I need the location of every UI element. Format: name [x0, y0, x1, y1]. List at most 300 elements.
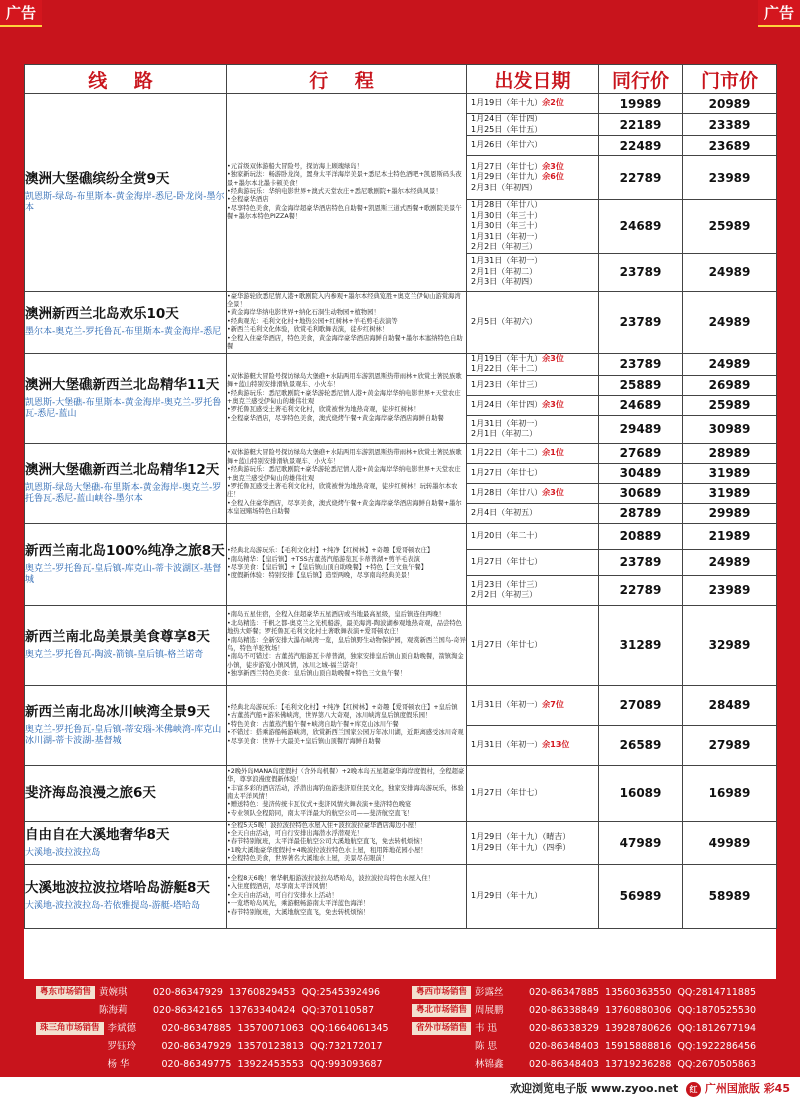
retail-price: 23989: [683, 156, 777, 200]
departure-cell: [467, 375, 599, 395]
date-text: 1月24日（年廿四）: [471, 399, 543, 409]
page-number: 彩45: [763, 1082, 790, 1095]
contact-name: 陈海莉: [99, 1005, 128, 1016]
departure-date[interactable]: [467, 277, 598, 288]
itinerary-line: •经典观光：毛利文化村+地热公园+红树林+羊毛剪毛表演等: [227, 317, 398, 325]
date-text: 2月3日（年初四）: [471, 277, 538, 287]
retail-price: 21989: [683, 523, 777, 549]
route-name[interactable]: 大溪地波拉波拉塔哈岛游艇8天: [25, 880, 210, 897]
tour-row: [25, 605, 777, 685]
date-text: 1月26日（年廿六）: [471, 140, 543, 150]
peer-price: 31289: [599, 605, 683, 685]
tour-row: [25, 291, 777, 353]
retail-price: 24989: [683, 353, 777, 375]
header-route: 线 路: [25, 65, 227, 94]
itinerary-cell: [227, 353, 467, 443]
itinerary-line: •专业领队全程陪同，南太平洋最大的航空公司——斐济航空直飞！: [227, 809, 414, 817]
contact-mobile[interactable]: 13560363550: [604, 987, 672, 998]
contact-row: [412, 1056, 762, 1073]
date-text: 1月19日（年十九）: [471, 353, 543, 363]
peer-price: 22189: [599, 114, 683, 136]
departure-cell: [467, 200, 599, 254]
departure-date[interactable]: [467, 531, 598, 542]
route-path: 凯恩斯-绿岛-布里斯本-黄金海岸-悉尼-卧龙岗-墨尔本: [25, 191, 225, 213]
date-text: 1月19日（年十九）: [471, 98, 543, 108]
seats-left-badge: 余3位: [542, 161, 564, 171]
date-text: 1月22日（年十二）: [471, 447, 543, 457]
date-text: 1月22日（年十二）: [471, 364, 543, 373]
contact-name: 黄婉琪: [99, 987, 128, 998]
contact-tel[interactable]: 020-86347885: [161, 1023, 232, 1034]
departure-date[interactable]: [467, 419, 598, 430]
contact-tel[interactable]: 020-86338329: [529, 1023, 599, 1034]
date-text: 1月23日（年廿三）: [471, 379, 543, 389]
itinerary-line: •经典游玩乐：悉尼歌剧院+豪华游轮悉尼情人港+黄金海岸华纳电影世界+天堂农庄+奥克兰感受伊甸山的雄伟壮观: [227, 389, 461, 405]
retail-price: 28989: [683, 443, 777, 463]
tour-table: [24, 64, 777, 929]
date-text: 1月31日（年初一）: [471, 231, 543, 241]
retail-price: 25989: [683, 395, 777, 415]
contact-qq[interactable]: QQ:1812677194: [677, 1023, 757, 1034]
peer-price: 19989: [599, 94, 683, 114]
tour-row: [25, 765, 777, 821]
table-header-row: [25, 65, 777, 94]
tour-row: [25, 523, 777, 549]
contact-row: [412, 984, 762, 1001]
contact-row: [412, 1038, 762, 1055]
date-text: 1月29日（年十九）（晴吉）: [471, 832, 571, 842]
route-cell: [25, 821, 227, 864]
date-text: 2月2日（年初三）: [471, 242, 538, 251]
contact-tel[interactable]: 020-86348403: [529, 1041, 599, 1052]
contact-mobile[interactable]: 13760829453: [228, 987, 296, 998]
seats-left-badge: 余2位: [542, 98, 564, 108]
contact-tel[interactable]: 020-86342165: [153, 1005, 223, 1016]
departure-date[interactable]: [467, 162, 598, 173]
itinerary-cell: [227, 291, 467, 353]
departure-date[interactable]: [467, 700, 598, 711]
market-badge: 粤北市场销售: [412, 1004, 471, 1017]
itinerary-line: •春节特别航班，大溪地航空直飞，免去转机烦恼！: [227, 908, 370, 916]
itinerary-line: •1晚大溪地豪华度假村+4晚波拉波拉特色水上屋，租用阵地花园小屋！: [227, 846, 427, 854]
itinerary-line: •全天自由活动，可自行安排水上活动！: [227, 891, 338, 899]
date-text: 1月29日（年廿九）: [471, 172, 543, 182]
itinerary-line: •古董蒸汽船+游米佛峡湾，世界第八大奇观，冰川峡湾皇后镇度假乐园！: [227, 712, 432, 720]
date-text: 1月25日（年廿五）: [471, 124, 543, 134]
retail-price: 24989: [683, 549, 777, 575]
date-text: 1月20日（年二十）: [471, 530, 543, 540]
contact-qq[interactable]: QQ:370110587: [301, 1005, 374, 1016]
retail-price: 23389: [683, 114, 777, 136]
date-text: 2月2日（年初三）: [471, 590, 538, 599]
contact-name: 李斌德: [107, 1023, 137, 1034]
route-cell: [25, 605, 227, 685]
itinerary-line: •北岛精选：千帆之都-奥克兰之光机船游，最美海湾-陶波湖参观地热奇观，品尝特色地热大虾餐；罗托鲁瓦毛利文化村土著歌舞表演+爱哥顿农庄！: [227, 619, 462, 636]
departure-cell: [467, 725, 599, 765]
departure-date[interactable]: [467, 557, 598, 568]
date-text: 1月30日（年三十）: [471, 210, 543, 220]
brand-name: 广州国旅版: [704, 1082, 760, 1095]
header-peer-price: 同行价: [599, 65, 683, 94]
date-text: 1月31日（年初一）: [471, 739, 543, 749]
departure-date[interactable]: [467, 380, 598, 391]
tour-row: [25, 94, 777, 114]
date-text: 1月31日（年初一）: [471, 699, 543, 709]
departure-cell: [467, 503, 599, 523]
site-url[interactable]: www.zyoo.net: [590, 1082, 679, 1095]
contact-name: 陈 思: [475, 1041, 498, 1052]
tour-table-body: [25, 94, 777, 929]
itinerary-line: •全程豪华酒店，尽享特色美食，澳式烧烤午餐+黄金海岸豪华酒店海鲜自助餐: [227, 414, 444, 422]
contact-name: 周展鹏: [475, 1005, 504, 1016]
route-cell: [25, 523, 227, 605]
departure-cell: [467, 821, 599, 864]
retail-price: 31989: [683, 483, 777, 503]
departure-date[interactable]: [467, 590, 598, 601]
itinerary-cell: [227, 821, 467, 864]
peer-price: 24689: [599, 200, 683, 254]
date-text: 1月27日（年廿七）: [471, 787, 543, 797]
contact-tel[interactable]: 020-86349775: [161, 1059, 232, 1070]
contact-name: 杨 华: [107, 1059, 130, 1070]
itinerary-line: •罗托鲁瓦感受土著毛利文化村，欣赏被誉为地热奇观，徒步红树林！玩转墨尔本农庄！: [227, 483, 458, 499]
itinerary-line: •南岛不可错过：古董蒸汽船游瓦卡蒂普湖，独家安排皇后镇山顶自助晚餐，箭镇淘金小镇，徒步游览小镇风情，冰川之城-福兰诺奇！: [227, 653, 464, 669]
departure-date[interactable]: [467, 200, 598, 211]
contact-row: [412, 1020, 762, 1037]
route-path: 大溪地-波拉波拉岛-若依雅提岛-游艇-塔哈岛: [25, 901, 200, 912]
departure-cell: [467, 291, 599, 353]
date-text: 1月27日（年廿七）: [471, 639, 543, 649]
itinerary-line: •双体游艇大冒险号探访绿岛大堡礁+水陆两用车游凯恩斯热带雨林+欣赏土著民族歌舞+蓝山特别安排滑轨景观车、小火车！: [227, 372, 462, 389]
contact-row: [36, 1020, 395, 1037]
seats-left-badge: 余3位: [542, 487, 564, 497]
retail-price: 28489: [683, 685, 777, 725]
departure-date[interactable]: [467, 448, 598, 459]
date-text: 1月31日（年初一）: [471, 418, 543, 428]
itinerary-line: •全程豪华酒店: [227, 196, 269, 204]
departure-date[interactable]: [467, 354, 598, 365]
departure-date[interactable]: [467, 740, 598, 751]
retail-price: 29989: [683, 503, 777, 523]
peer-price: 27089: [599, 685, 683, 725]
departure-cell: [467, 575, 599, 605]
seats-left-badge: 余6位: [542, 172, 564, 182]
contact-qq[interactable]: QQ:1870525530: [677, 1005, 757, 1016]
retail-price: 24989: [683, 291, 777, 353]
itinerary-line: •南岛五星住宿，全程入住超豪华五星酒店或当地最高星级，皇后镇连住两晚！: [227, 611, 445, 619]
peer-price: 20889: [599, 523, 683, 549]
ad-label-left: 广告: [0, 0, 42, 27]
departure-date[interactable]: [467, 211, 598, 222]
contact-qq[interactable]: QQ:2814711885: [677, 987, 757, 998]
departure-date[interactable]: [467, 468, 598, 479]
departure-cell: [467, 136, 599, 156]
peer-price: 23789: [599, 549, 683, 575]
itinerary-line: •入住度假酒店，尽享南太平洋风情！: [227, 883, 332, 891]
itinerary-cell: [227, 94, 467, 292]
contact-mobile[interactable]: 13760880306: [604, 1005, 672, 1016]
contact-tel[interactable]: 020-86347929: [153, 987, 223, 998]
contact-mobile[interactable]: 13922453553: [237, 1059, 304, 1070]
itinerary-line: •全程8天6晚！奢华帆船游波拉波拉岛塔哈岛，波拉波拉岛特色水屋入住！: [227, 875, 434, 883]
itinerary-line: •豪华游轮欣悉尼情人港+歌剧院入内参观+墨尔本经典览胜+奥克兰伊甸山游赏海湾全景！: [227, 292, 461, 308]
browse-text: 欢迎浏览电子版: [510, 1082, 588, 1095]
contact-row: [36, 1056, 389, 1073]
market-badge: 粤西市场销售: [412, 986, 471, 999]
tour-row: [25, 864, 777, 928]
departure-cell: [467, 415, 599, 443]
departure-cell: [467, 156, 599, 200]
route-path: 墨尔本-奥克兰-罗托鲁瓦-布里斯本-黄金海岸-悉尼: [25, 327, 222, 337]
itinerary-line: •赠送特色：斐济传统卡瓦仪式+斐济风情火舞表演+斐济特色晚宴: [227, 801, 412, 809]
itinerary-line: •南岛精华：【皇后镇】+TSS古董蒸汽船游览瓦卡蒂普湖+剪羊毛表演: [227, 555, 420, 563]
departure-date[interactable]: [467, 183, 598, 194]
departure-cell: [467, 523, 599, 549]
departure-date[interactable]: [467, 221, 598, 232]
contact-mobile[interactable]: 13570071063: [237, 1023, 304, 1034]
departure-date[interactable]: [467, 125, 598, 136]
contact-tel[interactable]: 020-86338849: [529, 1005, 599, 1016]
contact-tel[interactable]: 020-86347885: [529, 987, 599, 998]
tour-row: [25, 821, 777, 864]
date-text: 2月1日（年初二）: [471, 266, 538, 276]
peer-price: 23789: [599, 253, 683, 291]
departure-cell: [467, 395, 599, 415]
date-text: 1月29日（年十九）: [471, 890, 543, 900]
tour-row: [25, 685, 777, 725]
seats-left-badge: 余7位: [542, 699, 564, 709]
date-text: 2月1日（年初二）: [471, 429, 538, 438]
tour-price-panel: [24, 64, 776, 979]
contact-qq[interactable]: QQ:1664061345: [309, 1023, 389, 1034]
tour-row: [25, 353, 777, 375]
departure-cell: [467, 114, 599, 136]
itinerary-line: •全程入住豪华酒店，尽享美食，澳式烧烤午餐+黄金海岸豪华酒店海鲜自助餐+墨尔本皇冠赌场特色自助餐: [227, 499, 462, 516]
contact-mobile[interactable]: 13719236288: [604, 1059, 672, 1070]
seats-left-badge: 余3位: [542, 399, 564, 409]
contact-qq[interactable]: QQ:2670505863: [677, 1059, 757, 1070]
contact-row: [36, 1002, 380, 1019]
departure-date[interactable]: [467, 788, 598, 799]
departure-date[interactable]: [467, 232, 598, 243]
peer-price: 27689: [599, 443, 683, 463]
departure-date[interactable]: [467, 508, 598, 519]
itinerary-line: •春节特别航班，太平洋最佳航空公司大溪地航空直飞，免去转机烦恼！: [227, 838, 426, 846]
departure-cell: [467, 443, 599, 463]
date-text: 1月28日（年廿八）: [471, 200, 543, 209]
retail-price: 49989: [683, 821, 777, 864]
departure-cell: [467, 94, 599, 114]
peer-price: 30689: [599, 483, 683, 503]
contact-mobile[interactable]: 13763340424: [228, 1005, 296, 1016]
market-badge: 粤东市场销售: [36, 986, 95, 999]
departure-date[interactable]: [467, 256, 598, 267]
departure-date[interactable]: [467, 429, 598, 440]
retail-price: 24989: [683, 253, 777, 291]
route-path: 奥克兰-罗托鲁瓦-陶波-箭镇-皇后镇-格兰诺奇: [25, 650, 204, 660]
contact-name: 彭露丝: [475, 987, 504, 998]
departure-date[interactable]: [467, 317, 598, 328]
itinerary-line: •全程入住豪华酒店，特色美食，黄金海岸豪华酒店海鲜自助餐+墨尔本塞纳特色自助餐: [227, 334, 463, 351]
contact-qq[interactable]: QQ:993093687: [309, 1059, 383, 1070]
departure-date[interactable]: [467, 140, 598, 151]
route-path: 奥克兰-罗托鲁瓦-皇后镇-库克山-蒂卡波湖区-基督城: [25, 563, 222, 585]
itinerary-line: •双体游艇大冒险号探访绿岛大堡礁+水陆两用车游凯恩斯热带雨林+欣赏土著民族歌舞+蓝山特别安排滑轨景观车、小火车！: [227, 449, 462, 465]
contact-row: [412, 1002, 762, 1019]
departure-cell: [467, 353, 599, 375]
itinerary-line: •丰富多彩的酒店活动，浮潜出海钓鱼游斐济原住民文化，独家安排海岛游玩乐，体验南太平洋风情！: [227, 784, 464, 800]
contact-mobile[interactable]: 13570123813: [237, 1041, 304, 1052]
itinerary-line: •全天自由活动，可自行安排出海潜水浮潜观光！: [227, 829, 363, 837]
route-name[interactable]: 新西兰南北岛冰川峡湾全景9天: [25, 703, 210, 720]
retail-price: 27989: [683, 725, 777, 765]
retail-price: 23689: [683, 136, 777, 156]
peer-price: 16089: [599, 765, 683, 821]
date-text: 1月29日（年十九）（四季）: [471, 842, 571, 852]
route-name[interactable]: 新西兰南北岛100%纯净之旅8天: [25, 542, 225, 559]
route-cell: [25, 685, 227, 765]
contact-tel[interactable]: 020-86348403: [529, 1059, 599, 1070]
departure-date[interactable]: [467, 891, 598, 902]
date-text: 1月27日（年廿七）: [471, 556, 543, 566]
date-text: 1月30日（年三十）: [471, 221, 543, 230]
date-text: 2月4日（年初五）: [471, 507, 538, 517]
retail-price: 30989: [683, 415, 777, 443]
date-text: 1月27日（年廿七）: [471, 161, 543, 171]
departure-date[interactable]: [467, 242, 598, 253]
seats-left-badge: 余3位: [542, 353, 564, 363]
itinerary-cell: [227, 523, 467, 605]
market-badge: 珠三角市场销售: [36, 1022, 104, 1035]
bottom-strip-text: [510, 1080, 790, 1097]
departure-cell: [467, 253, 599, 291]
route-name[interactable]: 斐济海岛浪漫之旅6天: [25, 784, 156, 801]
contact-name: 韦 迅: [475, 1023, 498, 1034]
retail-price: 58989: [683, 864, 777, 928]
retail-price: 25989: [683, 200, 777, 254]
retail-price: 31989: [683, 463, 777, 483]
itinerary-line: •2晚外岛MANA岛度假村（含外岛机餐）+2晚本岛五星超豪华海岸度假村，全程超豪华，尊享浪漫度假新体验！: [227, 767, 465, 784]
itinerary-line: •不错过：搭乘游船畅游峡湾，欣赏新西兰国家公园万年冰川湖，近距离感受冰川奇观: [227, 729, 464, 737]
peer-price: 25889: [599, 375, 683, 395]
departure-date[interactable]: [467, 98, 598, 109]
departure-cell: [467, 765, 599, 821]
itinerary-line: •罗托鲁瓦感受土著毛利文化村，欣赏被誉为地热奇观，徒步红树林！: [227, 406, 420, 414]
contact-qq[interactable]: QQ:1922286456: [677, 1041, 757, 1052]
route-name[interactable]: 新西兰南北岛美景美食尊享8天: [25, 629, 210, 645]
itinerary-line: •尽享美食：世界十大最美+皇后镇山顶餐厅海鲜自助餐: [227, 737, 381, 745]
itinerary-line: •经典北岛游玩乐：【毛利文化村】+纯净【红树林】+奇趣【爱哥顿农庄】: [227, 547, 434, 555]
departure-cell: [467, 864, 599, 928]
peer-price: 22489: [599, 136, 683, 156]
contact-mobile[interactable]: 15915888816: [604, 1041, 672, 1052]
departure-date[interactable]: [467, 267, 598, 278]
retail-price: 20989: [683, 94, 777, 114]
itinerary-line: •经典游玩乐：悉尼歌剧院+豪华游轮悉尼情人港+黄金海岸华纳电影世界+天堂农庄+奥克兰感受伊甸山的雄伟壮观: [227, 466, 461, 482]
route-path: 凯恩斯-绿岛大堡礁-布里斯本-黄金海岸-奥克兰-罗托鲁瓦-悉尼-蓝山峡谷-墨尔本: [25, 482, 222, 504]
peer-price: 24689: [599, 395, 683, 415]
itinerary-line: •尽享美食：【皇后镇】+【皇后镇山顶自助晚餐】+特色【三文鱼午餐】: [227, 564, 428, 571]
date-text: 2月3日（年初四）: [471, 182, 538, 192]
route-name[interactable]: 澳洲大堡礁缤纷全赏9天: [25, 170, 170, 187]
contact-qq[interactable]: QQ:732172017: [309, 1041, 383, 1052]
itinerary-cell: [227, 605, 467, 685]
peer-price: 29489: [599, 415, 683, 443]
itinerary-line: •全程5天5晚！波拉波拉特色水屋入住+波拉波拉豪华酒店海边小屋！: [227, 821, 421, 829]
departure-date[interactable]: [467, 832, 598, 843]
departure-date[interactable]: [467, 114, 598, 125]
route-name[interactable]: 自由自在大溪地奢华8天: [25, 826, 170, 843]
itinerary-cell: [227, 685, 467, 765]
peer-price: 28789: [599, 503, 683, 523]
date-text: 1月28日（年廿八）: [471, 487, 543, 497]
peer-price: 23789: [599, 291, 683, 353]
date-text: 2月5日（年初六）: [471, 316, 538, 326]
retail-price: 26989: [683, 375, 777, 395]
departure-date[interactable]: [467, 400, 598, 411]
itinerary-line: •尽享特色美食，黄金海岸超豪华酒店特色自助餐+凯恩斯三道式西餐+歌剧院美景午餐+墨尔本特色PIZZA餐！: [227, 204, 462, 221]
peer-price: 56989: [599, 864, 683, 928]
departure-cell: [467, 483, 599, 503]
departure-date[interactable]: [467, 580, 598, 591]
route-name[interactable]: 澳洲大堡礁新西兰北岛精华12天: [25, 461, 220, 478]
route-cell: [25, 765, 227, 821]
itinerary-line: •经典游玩乐：华纳电影世界+澳式天堂农庄+悉尼歌剧院+墨尔本经典风景！: [227, 188, 442, 196]
header-retail-price: 门市价: [683, 65, 777, 94]
date-text: 1月24日（年廿四）: [471, 114, 543, 123]
departure-date[interactable]: [467, 488, 598, 499]
peer-price: 22789: [599, 575, 683, 605]
contact-qq[interactable]: QQ:2545392496: [301, 987, 381, 998]
route-cell: [25, 864, 227, 928]
itinerary-line: •独家新玩法：畅游卧龙岗，置身太平洋海岸美景+悉尼本土特色酒吧+凯恩斯码头夜景+墨尔本北墨卡顿美食！: [227, 171, 462, 187]
brand-logo-icon: 红: [686, 1082, 701, 1097]
departure-date[interactable]: [467, 843, 598, 854]
itinerary-line: •一览塔哈岛风光，乘游艇畅游南太平洋蓝色海洋！: [227, 900, 370, 908]
ad-label-right: 广告: [758, 0, 800, 27]
peer-price: 23789: [599, 353, 683, 375]
peer-price: 30489: [599, 463, 683, 483]
departure-date[interactable]: [467, 172, 598, 183]
departure-date[interactable]: [467, 640, 598, 651]
contact-tel[interactable]: 020-86347929: [161, 1041, 232, 1052]
route-cell: [25, 353, 227, 443]
route-name[interactable]: 澳洲大堡礁新西兰北岛精华11天: [25, 376, 220, 393]
route-cell: [25, 291, 227, 353]
itinerary-line: •新西兰毛利文化体验，欣赏毛利歌舞表演，徒步红树林！: [227, 326, 389, 334]
departure-cell: [467, 605, 599, 685]
market-badge: 省外市场销售: [412, 1022, 471, 1035]
peer-price: 26589: [599, 725, 683, 765]
header-itinerary: 行 程: [227, 65, 467, 94]
route-name[interactable]: 澳洲新西兰北岛欢乐10天: [25, 306, 179, 322]
itinerary-line: •南岛精选：全新安排大瀑布峡湾一览，皇后镇野生动物保护园，观赏新西兰国鸟-奇异鸟，特色羊驼牧场！: [227, 636, 466, 652]
route-path: 大溪地-波拉波拉岛: [25, 847, 101, 858]
date-text: 1月31日（年初一）: [471, 256, 543, 266]
departure-cell: [467, 549, 599, 575]
retail-price: 16989: [683, 765, 777, 821]
peer-price: 47989: [599, 821, 683, 864]
date-text: 1月23日（年廿三）: [471, 579, 543, 589]
itinerary-line: •经典北岛游玩乐：【毛利文化村】+纯净【红树林】+奇趣【爱哥顿农庄】+皇后镇: [227, 703, 458, 711]
itinerary-line: •特色美食：古董蒸汽船午餐+峡湾自助午餐+库克山冰川午餐: [227, 720, 399, 728]
contact-name: 林锦鑫: [475, 1059, 504, 1070]
itinerary-line: •黄金海岸华纳电影世界+纳化石洞生动物园+植物园！: [227, 309, 380, 317]
departure-date[interactable]: [467, 364, 598, 375]
route-path: 奥克兰-罗托鲁瓦-皇后镇-蒂安瑙-米佛峡湾-库克山冰川湖-蒂卡波湖-基督城: [25, 724, 222, 746]
contact-mobile[interactable]: 13928780626: [604, 1023, 672, 1034]
itinerary-line: •度假新体验：特别安排【皇后镇】造型两晚，尽享南岛经典美景！: [227, 572, 414, 580]
